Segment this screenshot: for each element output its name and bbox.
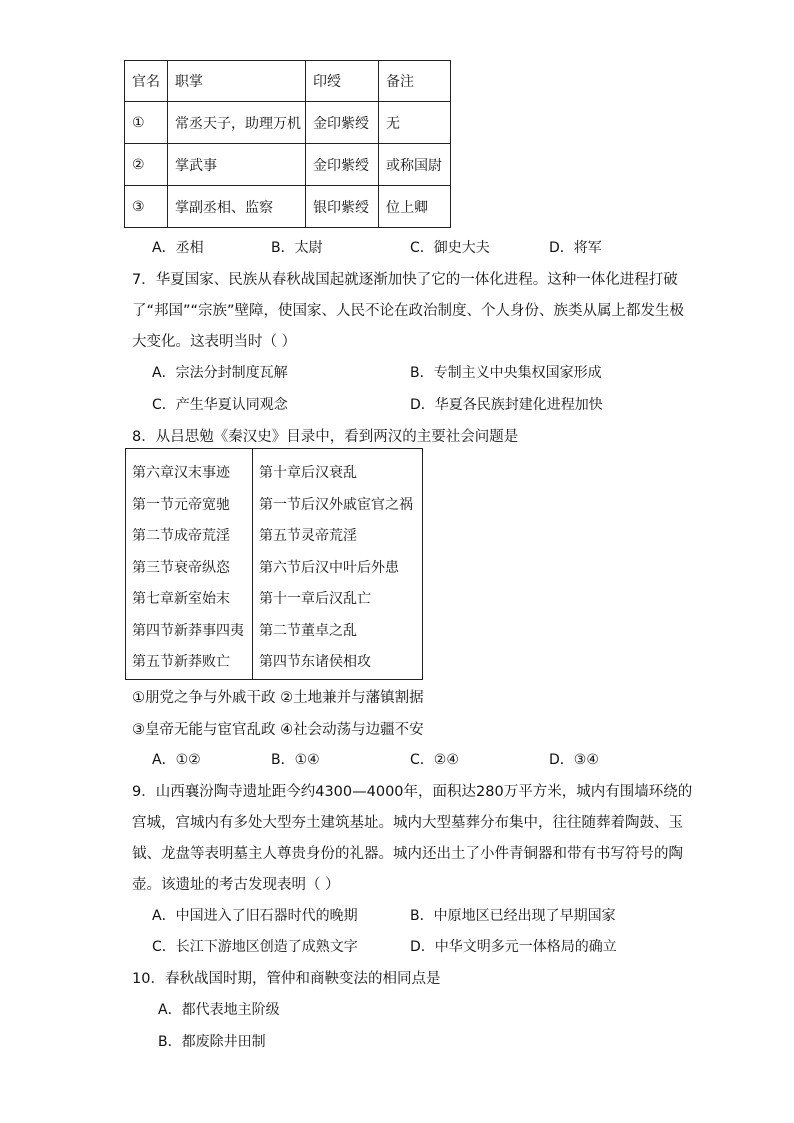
q9-stem-line-3: 钺、龙盘等表明墓主人尊贵身份的礼器。城内还出土了小件青铜器和带有书写符号的陶 (132, 846, 683, 862)
toc-right-item: 第四节东诸侯相攻 (259, 654, 371, 670)
q9-stem-line-2: 宫城，宫城内有多处大型夯土建筑基址。城内大型墓葬分布集中，往往随葬着陶鼓、玉 (132, 815, 683, 831)
q8-option-a[interactable]: A．①② (152, 752, 201, 768)
q7-stem-line-3: 大变化。这表明当时（ ） (132, 334, 297, 350)
table-cell: 掌副丞相、监察 (168, 186, 306, 228)
table-cell: 银印紫绶 (306, 186, 379, 228)
q8-option-c[interactable]: C．②④ (410, 752, 459, 768)
q10-option-a[interactable]: A．都代表地主阶级 (158, 1002, 280, 1018)
toc-left-item: 第二节成帝荒淫 (132, 528, 230, 544)
q9-option-a[interactable]: A．中国进入了旧石器时代的晚期 (152, 908, 358, 924)
q9-option-c[interactable]: C．长江下游地区创造了成熟文字 (152, 939, 358, 955)
q7-stem-line-1: 7．华夏国家、民族从春秋战国起就逐渐加快了它的一体化进程。这种一体化进程打破 (132, 272, 678, 288)
q10-option-b[interactable]: B．都废除井田制 (158, 1034, 266, 1050)
q8-option-b[interactable]: B．①④ (271, 752, 320, 768)
q7-option-a[interactable]: A．宗法分封制度瓦解 (152, 365, 288, 381)
table-cell: 掌武事 (168, 144, 306, 186)
toc-left-item: 第六章汉末事迹 (132, 465, 230, 481)
q6-option-c[interactable]: C．御史大夫 (410, 240, 490, 256)
table-cell: 常丞天子，助理万机 (168, 102, 306, 144)
table-header-cell: 印绶 (306, 61, 379, 102)
toc-right-item: 第一节后汉外戚宦官之祸 (259, 496, 413, 513)
q9-option-d[interactable]: D．中华文明多元一体格局的确立 (410, 939, 617, 955)
q7-option-c[interactable]: C．产生华夏认同观念 (152, 397, 288, 413)
toc-left-item: 第四节新莽事四夷 (132, 622, 244, 639)
toc-right-item: 第十章后汉衰乱 (259, 465, 357, 481)
q7-option-d[interactable]: D．华夏各民族封建化进程加快 (410, 397, 603, 413)
table-cell: ① (125, 102, 168, 144)
toc-left-item: 第五节新莽败亡 (132, 654, 230, 670)
q8-items-line-1: ①朋党之争与外戚干政 ②土地兼并与藩镇割据 (132, 690, 424, 706)
q9-stem-line-1: 9．山西襄汾陶寺遗址距今约4300—4000年，面积达280万平方米，城内有围墙环绕的 (132, 784, 693, 800)
table-cell: 金印紫绶 (306, 102, 379, 144)
toc-right-item: 第五节灵帝荒淫 (259, 528, 357, 544)
toc-left-item: 第七章新室始末 (132, 591, 230, 607)
toc-right-item: 第二节董卓之乱 (259, 622, 357, 639)
q6-option-d[interactable]: D．将军 (549, 240, 602, 256)
q9-stem-line-4: 壶。该遗址的考古发现表明（ ） (132, 877, 340, 893)
table-cell: ② (125, 144, 168, 186)
q8-stem: 8．从吕思勉《秦汉史》目录中，看到两汉的主要社会问题是 (132, 429, 519, 445)
table-header-cell: 备注 (379, 61, 451, 102)
q10-stem: 10．春秋战国时期，管仲和商鞅变法的相同点是 (132, 971, 441, 987)
q7-option-b[interactable]: B．专制主义中央集权国家形成 (410, 365, 602, 381)
toc-right-item: 第六节后汉中叶后外患 (259, 559, 399, 576)
toc-right-item: 第十一章后汉乱亡 (259, 591, 371, 607)
q6-table (124, 60, 451, 228)
table-header-cell: 官名 (125, 61, 168, 102)
q6-option-a[interactable]: A．丞相 (152, 240, 204, 256)
q8-items-line-2: ③皇帝无能与宦官乱政 ④社会动荡与边疆不安 (132, 722, 424, 738)
table-cell: ③ (125, 186, 168, 228)
table-cell: 位上卿 (379, 186, 451, 228)
table-cell: 或称国尉 (379, 144, 451, 186)
toc-left-item: 第一节元帝宽驰 (132, 496, 230, 513)
toc-left-item: 第三节衰帝纵恣 (132, 559, 230, 576)
q9-option-b[interactable]: B．中原地区已经出现了早期国家 (410, 908, 616, 924)
q8-toc-box (125, 448, 423, 680)
q8-option-d[interactable]: D．③④ (549, 752, 599, 768)
table-header-cell: 职掌 (168, 61, 306, 102)
q7-stem-line-2: 了“邦国”“宗族”壁障，使国家、人民不论在政治制度、个人身份、族类从属上都发生极 (132, 303, 685, 319)
q6-option-b[interactable]: B．太尉 (271, 240, 323, 256)
table-cell: 金印紫绶 (306, 144, 379, 186)
table-cell: 无 (379, 102, 451, 144)
